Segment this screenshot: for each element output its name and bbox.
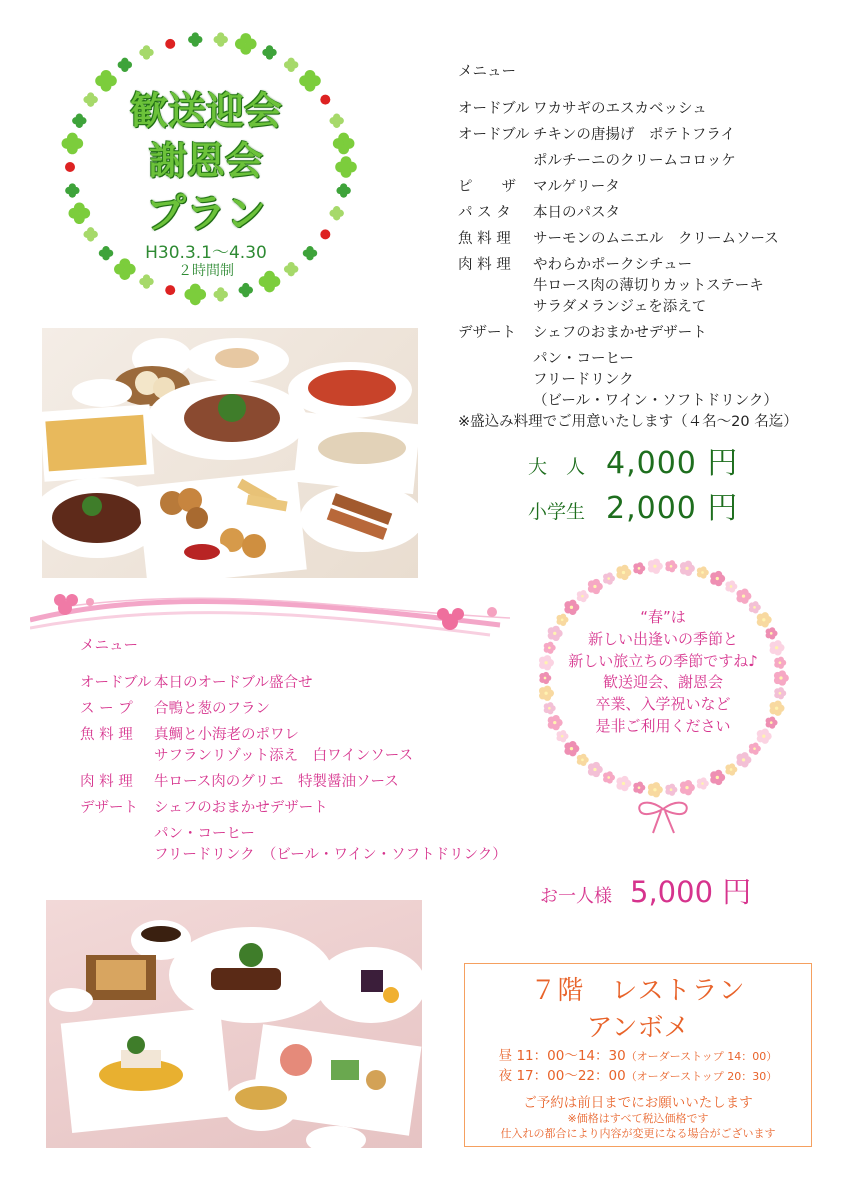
blossom-icon — [680, 780, 695, 795]
blossom-icon — [697, 566, 709, 578]
lunch-hours — [465, 1046, 811, 1066]
course-label: 肉 料 理 — [458, 257, 511, 274]
menu-row — [458, 323, 838, 344]
blossom-icon — [633, 562, 645, 574]
price-label: 小学生 — [528, 501, 586, 523]
message-line: 新しい出逢いの季節と — [587, 629, 738, 648]
dish: 真鯛と小海老のポワレ — [154, 727, 299, 744]
ribbon-bow-icon — [639, 803, 687, 833]
dish: ポルチーニのクリームコロッケ — [533, 153, 736, 170]
blossom-icon — [749, 743, 761, 755]
course-label: オードブル — [458, 101, 530, 118]
menu-course — [80, 636, 540, 866]
course-label: 魚 料 理 — [80, 727, 133, 744]
course-label: 魚 料 理 — [458, 231, 511, 248]
blossom-icon — [736, 752, 751, 767]
menu-row — [80, 699, 540, 720]
dish: サラダメランジェを添えて — [533, 299, 707, 316]
message-line: 新しい旅立ちの季節ですね♪ — [568, 651, 758, 670]
blossom-icon — [710, 571, 725, 586]
blossom-icon — [603, 771, 615, 783]
course-label: ス ー プ — [80, 701, 133, 718]
tax-note: ※価格はすべて税込価格です — [567, 1111, 709, 1125]
course-label — [458, 151, 533, 172]
price-child — [528, 483, 738, 527]
blossom-icon — [616, 565, 631, 580]
clover-icon — [139, 45, 153, 59]
blossom-icon — [577, 590, 589, 602]
message-line: 歓送迎会、謝恩会 — [602, 673, 723, 692]
clover-icon — [188, 32, 202, 46]
change-note: 仕入れの都合により内容が変更になる場合がございます — [500, 1126, 776, 1140]
menu-row — [458, 229, 838, 250]
clover-icon — [239, 283, 253, 297]
plan-duration: ２時間制 — [178, 263, 234, 279]
plan-period: H30.3.1～4.30 — [145, 243, 267, 263]
dish: 牛ロース肉のグリエ 特製醤油ソース — [154, 774, 399, 791]
clover-icon — [214, 287, 228, 301]
restaurant-info — [464, 963, 812, 1147]
course-label: デザート — [458, 325, 516, 342]
blossom-icon — [725, 580, 737, 592]
course-label: ピ ザ — [458, 179, 516, 196]
business-hours — [465, 1046, 811, 1087]
dish: シェフのおまかせデザート — [533, 325, 707, 342]
blossom-icon — [603, 572, 615, 584]
blossom-icon — [633, 782, 645, 794]
lunch-time: 昼 11：00～14：30 — [498, 1048, 626, 1064]
menu-note: ※盛込み料理でご用意いたします（４名～20 名迄） — [458, 414, 798, 431]
price-adult — [528, 438, 738, 482]
lunch-order-stop: （オーダーストップ 14：00） — [625, 1050, 778, 1063]
blossom-icon — [577, 754, 589, 766]
dish: チキンの唐揚げ ポテトフライ — [533, 127, 735, 144]
message-line: “春”は — [640, 608, 686, 626]
price-label: お一人様 — [540, 886, 612, 907]
blossom-icon — [697, 777, 709, 789]
dish: シェフのおまかせデザート — [154, 800, 328, 817]
blossom-icon — [736, 588, 751, 603]
extra-item: フリードリンク （ビール・ワイン・ソフトドリンク） — [154, 847, 507, 864]
menu-row — [80, 772, 540, 793]
menu-row — [458, 177, 838, 198]
blossom-icon — [616, 776, 631, 791]
menu-heading: メニュー — [80, 638, 138, 654]
extra-item: フリードリンク — [533, 372, 634, 389]
dinner-time: 夜 17：00～22：00 — [498, 1068, 626, 1085]
course-label: デザート — [80, 800, 138, 817]
menu-row — [458, 125, 838, 146]
dish: サフランリゾット添え 白ワインソース — [154, 748, 413, 765]
menu-row — [80, 798, 540, 819]
blossom-icon — [665, 784, 677, 796]
clover-icon — [118, 58, 132, 72]
ladybug-icon — [165, 285, 175, 295]
course-label: パ ス タ — [458, 205, 511, 222]
blossom-icon — [710, 770, 725, 785]
price-per-person — [540, 870, 751, 911]
blossom-icon — [588, 762, 603, 777]
title-line-1: 歓送迎会 — [129, 89, 282, 133]
extra-item: パン・コーヒー — [154, 826, 255, 843]
message-line: 卒業、入学祝いなど — [595, 695, 731, 713]
clover-icon — [214, 32, 228, 46]
restaurant-floor: ７階 レストラン — [530, 976, 746, 1006]
menu-row — [458, 99, 838, 120]
course-label: 肉 料 理 — [80, 774, 133, 791]
blossom-icon — [725, 763, 737, 775]
message-line: 是非ご利用ください — [595, 716, 731, 735]
extra-item: パン・コーヒー — [533, 351, 634, 368]
price-value: 2,000 円 — [606, 491, 739, 526]
blossom-icon — [648, 782, 663, 797]
blossom-icon — [564, 741, 579, 756]
course-label: オードブル — [80, 675, 152, 692]
title-line-3: プラン — [146, 191, 266, 237]
dish: 牛ロース肉の薄切りカットステーキ — [533, 278, 764, 295]
dish: やわらかポークシチュー — [533, 257, 693, 274]
dish: サーモンのムニエル クリームソース — [533, 231, 779, 248]
menu-row — [458, 151, 838, 172]
clover-icon — [184, 284, 206, 306]
title-line-2: 謝恩会 — [148, 139, 263, 183]
clover-icon — [235, 33, 257, 55]
ladybug-icon — [165, 39, 175, 49]
menu-row — [80, 673, 540, 694]
clover-icon — [284, 58, 298, 72]
dish: ワカサギのエスカベッシュ — [533, 101, 707, 118]
extra-item: （ビール・ワイン・ソフトドリンク） — [533, 393, 778, 410]
restaurant-name: アンボメ — [586, 1013, 690, 1043]
price-value: 4,000 円 — [606, 446, 739, 481]
reservation-note: ご予約は前日までにお願いいたします — [523, 1094, 753, 1111]
menu-row — [458, 255, 838, 318]
course-label: オードブル — [458, 127, 530, 144]
dish: 合鴨と葱のフラン — [154, 701, 270, 718]
dinner-order-stop: （オーダーストップ 20：30） — [625, 1070, 778, 1084]
course-photo — [46, 900, 422, 1148]
menu-row — [458, 203, 838, 224]
blossom-icon — [588, 579, 603, 594]
price-value: 5,000 円 — [630, 875, 752, 909]
menu-casual — [458, 62, 838, 433]
blossom-icon — [680, 561, 695, 576]
dish: マルゲリータ — [533, 179, 620, 196]
dinner-hours — [465, 1066, 811, 1086]
dish: 本日のオードブル盛合せ — [154, 675, 313, 692]
price-label: 大 人 — [528, 456, 586, 478]
blossom-icon — [648, 559, 663, 574]
spring-message — [528, 607, 798, 738]
blossom-icon — [665, 560, 677, 572]
clover-icon — [262, 45, 276, 59]
buffet-photo — [42, 328, 418, 578]
menu-heading: メニュー — [458, 64, 516, 80]
dish: 本日のパスタ — [533, 205, 620, 222]
menu-row — [80, 725, 540, 767]
